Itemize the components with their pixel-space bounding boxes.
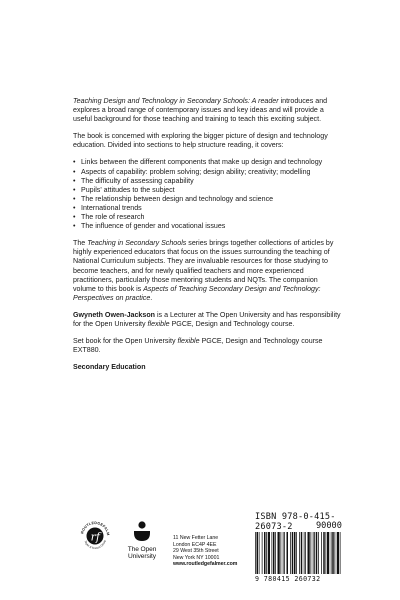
list-item: • Pupils' attitudes to the subject [73, 186, 341, 195]
list-item: • International trends [73, 204, 341, 213]
barcode-bar [301, 532, 303, 574]
barcode-bar [316, 532, 318, 574]
barcode-bar [255, 532, 256, 574]
list-item: • The difficulty of assessing capability [73, 177, 341, 186]
barcode-bar [266, 532, 267, 574]
logo-subtext: Taylor & Francis Group [83, 539, 107, 551]
barcode-bar [331, 532, 332, 574]
barcode-bar [272, 532, 273, 574]
list-item: • The relationship between design and technology and science [73, 195, 341, 204]
author-paragraph [73, 311, 341, 329]
series-paragraph [73, 239, 341, 303]
open-university-icon [122, 520, 162, 542]
open-university-logo [122, 520, 162, 561]
ou-name-line2: University [128, 552, 156, 560]
barcode-bar [327, 532, 329, 574]
barcode-bar [305, 532, 306, 574]
series-text: . [150, 293, 153, 302]
author-text: is a Lecturer at The Open University and has responsibility for the Open University [73, 310, 341, 328]
barcode-bar [335, 532, 336, 574]
list-item: • Aspects of capability: problem solving; design ability; creativity; modelling [73, 168, 341, 177]
svg-text:rf: rf [90, 530, 100, 544]
setbook-text: Set book for the Open University [73, 337, 178, 346]
series-text: series brings together collections of articles by highly experienced educators that focus on the issues surrounding the teaching of National Curriculum subjects. They are invaluable resources for those studying to become teachers, and for newly qualified teachers and more experienced practitioners, particularly those mentoring students and NQTs. The companion volume to this book is [73, 239, 334, 293]
barcode-bar [340, 532, 341, 574]
barcode-bar [314, 532, 315, 574]
address-line: 11 New Fetter Lane [173, 535, 219, 541]
barcode-bar [287, 532, 289, 574]
flexible-word: flexible [147, 319, 170, 328]
address-line: London EC4P 4EE [173, 541, 217, 548]
barcode-bar [262, 532, 263, 574]
logo-text: ROUTLEDGEFALM [80, 520, 111, 536]
barcode-bar [321, 532, 322, 574]
barcode-bar [264, 532, 266, 574]
barcode-bar [313, 532, 314, 574]
intro-paragraph [73, 97, 341, 124]
intro-text: introduces and explores a broad range of contemporary issues and key ideas and will provide a useful background for those teaching and training to teach this exciting subject. [73, 97, 328, 124]
publisher-website: www.routledgefalmer.com [173, 561, 238, 568]
routledgefalmer-logo [78, 519, 112, 553]
flexible-word: flexible [177, 337, 200, 346]
barcode-bar [290, 532, 291, 574]
author-name: Gwyneth Owen-Jackson [73, 310, 155, 319]
barcode-bars [255, 532, 341, 576]
price-code: 90000 [316, 521, 342, 531]
barcode-bar [275, 532, 276, 574]
setbook-paragraph [73, 337, 341, 355]
barcode-bar [304, 532, 305, 574]
barcode-bar [268, 532, 270, 574]
barcode-bar [311, 532, 312, 574]
address-line: 29 West 35th Street [173, 548, 219, 555]
series-text: The [73, 239, 88, 248]
barcode-bar [296, 532, 297, 574]
barcode-bar [326, 532, 327, 574]
barcode-bar [318, 532, 319, 574]
barcode-bar [308, 532, 310, 574]
covers-list [73, 158, 341, 231]
barcode-bar [299, 532, 300, 574]
list-item: • The role of research [73, 213, 341, 222]
barcode-bar [294, 532, 296, 574]
barcode-bar [273, 532, 275, 574]
barcode-bar [278, 532, 280, 574]
barcode-bar [323, 532, 325, 574]
barcode-bar [283, 532, 284, 574]
barcode-bar [284, 532, 285, 574]
back-cover-text [73, 97, 341, 380]
barcode-bar [259, 532, 260, 574]
barcode-bar [332, 532, 334, 574]
barcode-bar [292, 532, 294, 574]
isbn-number: ISBN 978-0-415-26073-2 [255, 512, 336, 532]
publisher-address [173, 535, 237, 568]
concern-paragraph: The book is concerned with exploring the bigger picture of design and technology education. Divided into sections to help structure reading, it covers: [73, 132, 328, 150]
category-label: Secondary Education [73, 363, 146, 372]
barcode [255, 512, 342, 583]
list-item: • Links between the different components that make up design and technology [73, 158, 341, 167]
series-title: Teaching in Secondary Schools [87, 239, 187, 248]
book-title: Teaching Design and Technology in Secondary Schools: A reader [73, 97, 279, 105]
ean-number: 9 780415 260732 [255, 575, 321, 583]
setbook-text: PGCE, Design and Technology course EXT880. [73, 337, 323, 355]
barcode-bar [337, 532, 339, 574]
barcode-bar [257, 532, 259, 574]
address-line: New York NY 10001 [173, 554, 220, 561]
ou-name-line1: The Open [127, 546, 157, 553]
barcode-bar [281, 532, 282, 574]
companion-title: Aspects of Teaching Secondary Design and Technology: Perspectives on practice [73, 284, 321, 302]
author-text: PGCE, Design and Technology course. [169, 319, 295, 328]
list-item: • The influence of gender and vocational issues [73, 222, 341, 231]
